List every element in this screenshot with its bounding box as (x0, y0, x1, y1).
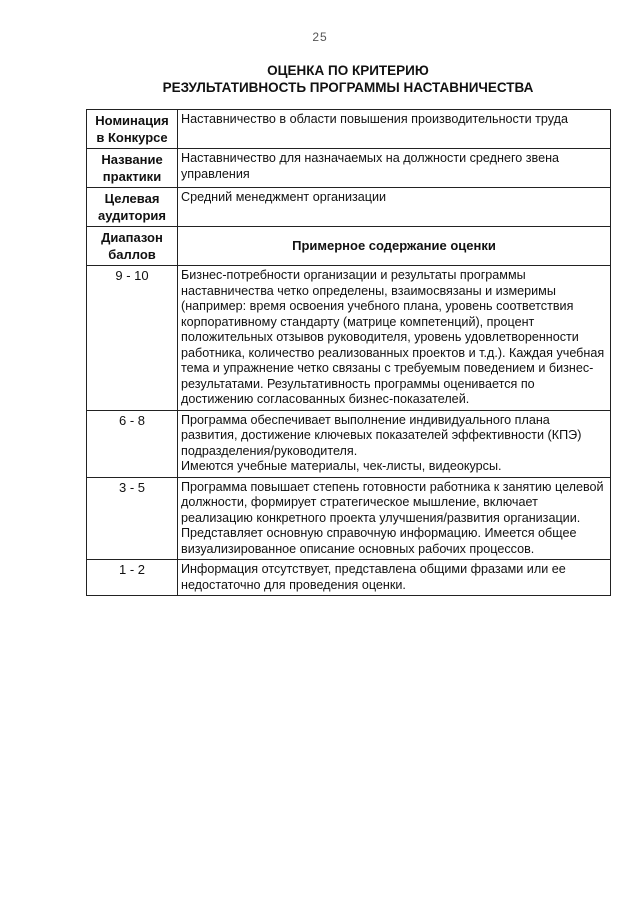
score-description: Бизнес-потребности организации и результаты программы наставничества четко определены, взаимосвязаны и измеримы (например: время освоения учебного плана, уровень соответствия корпоративному стандарту (матрице компетенций), процент положительных отзывов руководителя, уровень удовлетворенности работника, количество реализованных проектов и т.д.). Каждая учебная тема и упражнение четко связаны с требуемым поведением и бизнес-результатами. Результативность программы оценивается по достижению согласованных бизнес-показателей. (178, 266, 611, 411)
title-line-1: ОЦЕНКА ПО КРИТЕРИЮ (267, 63, 429, 78)
nomination-value: Наставничество в области повышения производительности труда (178, 110, 611, 149)
score-description-main: Программа обеспечивает выполнение индивидуального плана развития, достижение ключевых показателей эффективности (КПЭ) подразделения/руководителя. (181, 412, 582, 458)
score-range: 1 - 2 (87, 560, 178, 596)
score-description: Информация отсутствует, представлена общими фразами или ее недостаточно для проведения оценки. (178, 560, 611, 596)
nomination-row (87, 110, 611, 149)
page-number: 25 (312, 30, 328, 44)
score-description (178, 410, 611, 477)
practice-value: Наставничество для назначаемых на должности среднего звена управления (178, 149, 611, 188)
score-range: 9 - 10 (87, 266, 178, 411)
content-header: Примерное содержание оценки (178, 227, 611, 266)
audience-row (87, 188, 611, 227)
score-row (87, 560, 611, 596)
range-header: Диапазон баллов (87, 227, 178, 266)
practice-label: Название практики (87, 149, 178, 188)
score-range: 6 - 8 (87, 410, 178, 477)
table-header-row (87, 227, 611, 266)
title-line-2: РЕЗУЛЬТАТИВНОСТЬ ПРОГРАММЫ НАСТАВНИЧЕСТВА (162, 80, 534, 95)
practice-row (87, 149, 611, 188)
criteria-table (86, 109, 611, 596)
score-description-extra: Имеются учебные материалы, чек-листы, видеокурсы. (181, 459, 502, 473)
score-range: 3 - 5 (87, 477, 178, 560)
nomination-label: Номинация в Конкурсе (87, 110, 178, 149)
score-row (87, 266, 611, 411)
document-title (0, 62, 640, 96)
score-description: Программа повышает степень готовности работника к занятию целевой должности, формирует стратегическое мышление, включает реализацию конкретного проекта улучшения/развития организации. Представляет основную справочную информацию. Имеется общее визуализированное описание основных рабочих процессов. (178, 477, 611, 560)
audience-label: Целевая аудитория (87, 188, 178, 227)
audience-value: Средний менеджмент организации (178, 188, 611, 227)
score-row (87, 477, 611, 560)
score-row (87, 410, 611, 477)
